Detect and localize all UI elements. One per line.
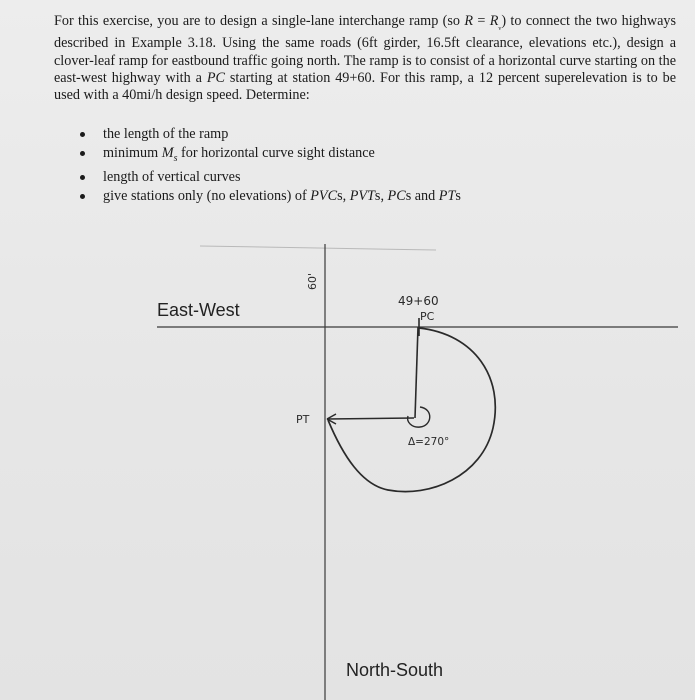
text-run: minimum (103, 144, 162, 161)
delta-angle-arc (408, 407, 430, 427)
text-run-italic: M (161, 144, 174, 161)
pc-label: PC (420, 310, 435, 323)
text-run-italic: R (489, 13, 499, 29)
radius-line-pt (327, 418, 414, 419)
text-run: s (455, 187, 461, 204)
text-run: For this exercise, you are to design a single-lane interchange ramp (so (54, 13, 465, 29)
east-west-label: East-West (157, 300, 240, 320)
text-run: s, (374, 187, 388, 204)
pt-label: PT (296, 413, 310, 426)
pc-station-label: 49+60 (398, 294, 439, 308)
text-run: starting at station 49+60. For this ramp, a 12 percent superelevation is to be used with a 40mi/h design speed. Determine: (54, 70, 676, 104)
text-run-italic: PC (206, 70, 225, 87)
delta-label: Δ=270° (408, 436, 450, 448)
radius-line-pc (415, 327, 418, 418)
subscript: ᵥ (498, 20, 502, 32)
list-item-text: the length of the ramp (103, 126, 229, 142)
text-run: s and (405, 187, 439, 204)
text-run: give stations only (no elevations) of (103, 187, 311, 204)
text-run-italic: R (464, 13, 474, 29)
page-crease (200, 246, 436, 250)
vertical-note: 60' (306, 272, 319, 290)
text-run-italic: PC (387, 187, 406, 204)
text-run: for horizontal curve sight distance (177, 144, 375, 161)
text-run: ) to connect the two highways described in Example 3.18. Using the same roads (6ft girder, 16.5ft clearance, elevations etc.), design a clover-leaf ramp for eastbound traffic going north. The ramp is to consist of a horizontal curve starting on the east-west highway with a (54, 13, 676, 87)
north-south-label: North-South (346, 660, 444, 680)
text-run-italic: PVC (310, 187, 338, 204)
subscript: s (173, 152, 178, 164)
list-item-text: length of vertical curves (103, 169, 241, 186)
horizontal-curve-270 (328, 328, 495, 492)
text-run-italic: PT (438, 187, 456, 204)
text-run: s, (337, 187, 350, 204)
text-run: = (473, 13, 490, 29)
text-run-italic: PVT (349, 187, 375, 204)
